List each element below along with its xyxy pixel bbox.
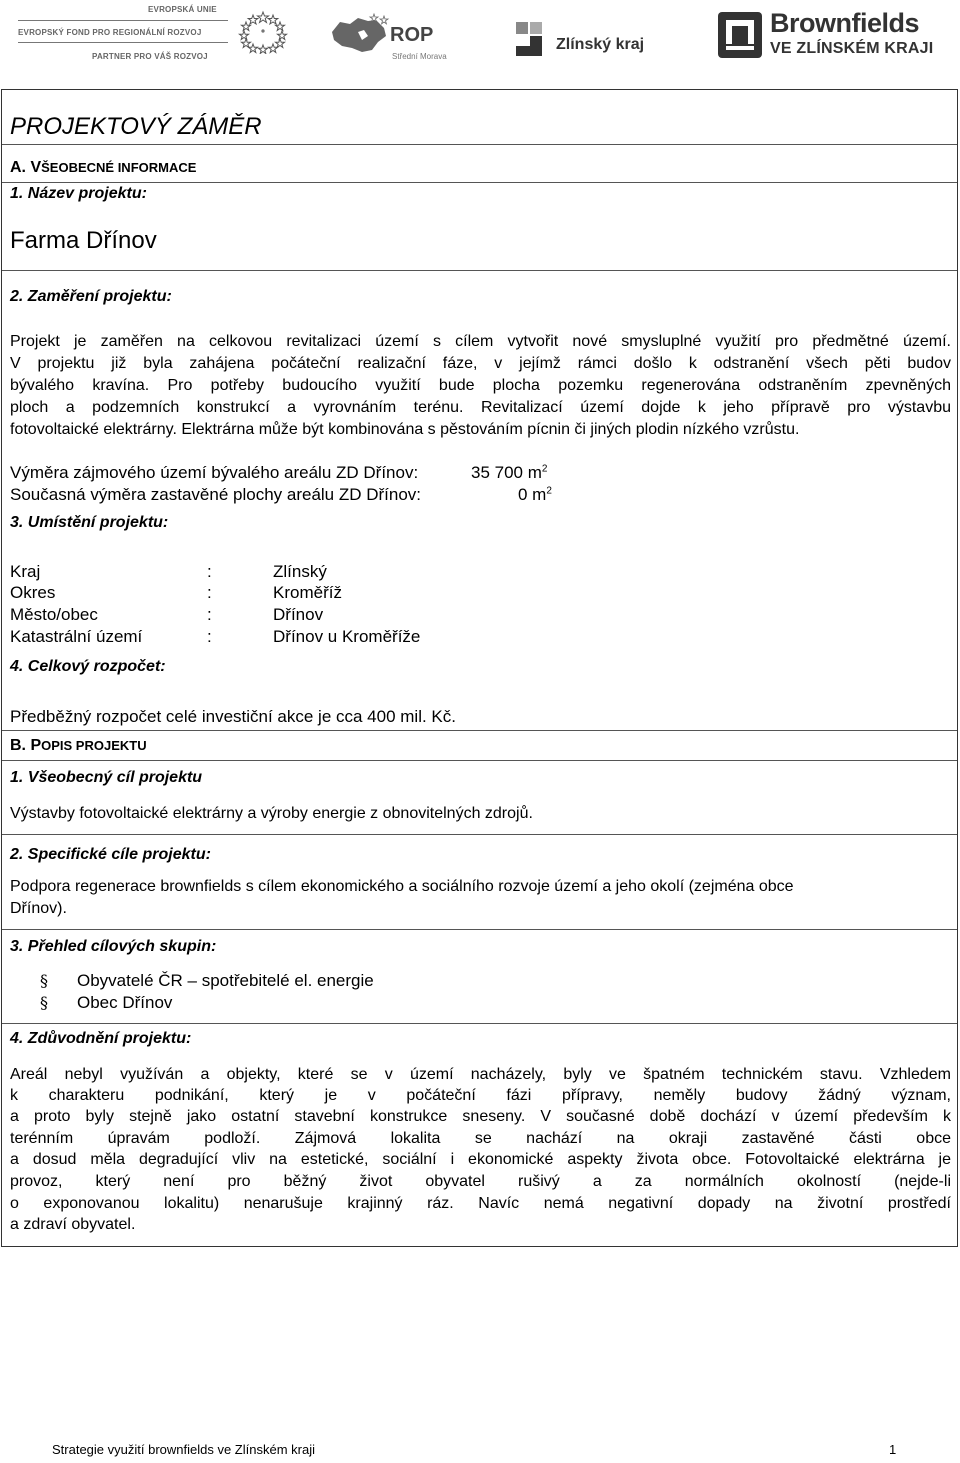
focus-line-5: fotovoltaické elektrárny. Elektrárna může být kombinována s pěstováním pícnin či jiných plodin nízkého vzrůstu. [10,421,800,438]
project-focus-label: 2. Zaměření projektu: [10,288,172,305]
rop-subtitle: Střední Morava [392,52,447,61]
section-bullet-icon [40,972,50,990]
area-total-value: 35 700 $m^2$ [471,463,548,482]
brownfields-subtitle: VE ZLÍNSKÉM KRAJI [770,40,934,57]
project-name-label: 1. Název projektu: [10,185,147,202]
justification-line-7: o exponovanou lokalitu) nenarušuje krajinný ráz. Navíc nemá negativní dopady na životní prostředí [10,1195,951,1212]
focus-line-1: Projekt je zaměřen na celkovou revitalizaci území s cílem vytvořit nové smysluplné využití pro předmětné území. [10,333,951,350]
rop-logo [328,8,470,64]
justification-line-8: a zdraví obyvatel. [10,1216,136,1233]
svg-text:§: § [40,972,48,990]
justification-line-2: k charakteru podnikání, který je v počáteční fázi přípravy, neměly budovy žádný význam, [10,1087,951,1104]
area-total-label: Výměra zájmového území bývalého areálu ZD Dřínov: [10,463,419,482]
rop-title: ROP [390,24,434,46]
focus-line-3: bývalého kravína. Pro potřeby budoucího využití bude plocha pozemku regenerována odstraněním zpevněných [10,377,951,394]
justification-line-4: terénním úpravám podloží. Zájmová lokalita se nachází na okraji zastavěné části obce [10,1130,951,1147]
brownfields-logo [716,8,952,64]
section-b-heading: B. POPIS PROJEKTU [10,737,147,754]
justification-line-6: provoz, který není pro běžný život obyvatel rušivý a za normálních okolností (nejde-li [10,1173,951,1190]
eu-stars-icon [232,8,294,54]
justification-line-3: a proto byly stejně jako ostatní stavební konstrukce sneseny. V současné době dochází v území především k [10,1108,951,1125]
zlinsky-kraj-logo [514,18,674,62]
document-title: PROJEKTOVÝ ZÁMĚR [10,113,262,140]
eu-union-label: EVROPSKÁ UNIE [148,5,217,14]
eu-fund-logo [18,4,228,66]
justification-label: 4. Zdůvodnění projektu: [10,1030,192,1047]
location-label: 3. Umístění projektu: [10,514,169,531]
footer-title: Strategie využití brownfields ve Zlínském kraji [52,1442,315,1457]
svg-text:§: § [40,994,48,1012]
general-goal-text: Výstavby fotovoltaické elektrárny a výroby energie z obnovitelných zdrojů. [10,805,533,822]
page-number: 1 [889,1442,897,1457]
focus-line-2: V projektu již byla zahájena počáteční realizační fáze, v jejímž rámci došlo k odstranění všech pěti budov [10,355,951,372]
section-a-heading: A. VŠEOBECNÉ INFORMACE [10,159,197,176]
target-groups-label: 3. Přehled cílových skupin: [10,938,217,955]
area-built-value: 0 $m^2$ [518,485,552,504]
focus-line-4: ploch a podzemních konstrukcí a vyrovnáním terénu. Revitalizací území dojde k jeho přípravě pro výstavbu [10,399,951,416]
budget-label: 4. Celkový rozpočet: [10,658,166,675]
header-logos [0,0,960,80]
brownfields-icon [716,10,764,60]
specific-goals-line-1: Podpora regenerace brownfields s cílem ekonomického a sociálního rozvoje území a jeho okolí (zejména obce [10,878,794,895]
brownfields-title: Brownfields [770,8,920,38]
section-bullet-icon [40,994,50,1012]
budget-text: Předběžný rozpočet celé investiční akce je cca 400 mil. Kč. [10,707,456,726]
czech-map-icon [328,12,390,58]
project-name: Farma Dřínov [10,227,157,254]
specific-goals-label: 2. Specifické cíle projektu: [10,846,211,863]
project-form: PROJEKTOVÝ ZÁMĚR A. VŠEOBECNÉ INFORMACE 1. Název projektu: Farma Dřínov 2. Zaměření projektu: Projekt je zaměřen na celkovou revitalizaci území s cílem vytvořit nové smysluplné využití pro předmětné území. V projektu již byla zahájena počáteční realizační fáze, v jejímž rámci došlo k odstranění všech pěti budov bývalého kravína. Pro potřeby budoucího využití bude plocha pozemku regenerována odstraněním zpevněných ploch a podzemních konstrukcí a vyrovnáním terénu. Revitalizací území dojde k jeho přípravě pro výstavbu fotovoltaické elektrárny. Elektrárna může být kombinována s pěstováním pícnin či jiných plodin nízkého vzrůstu. Výměra zájmového území bývalého areálu ZD Dřínov: 35 700 $m^2$ Současná výměra zastavěné plochy areálu ZD Dřínov: 0 $m^2$ 3. Umístění projektu: Kraj : Zlínský Okres : Kroměříž Město/obec : Dřínov Katastrální území : Dřínov u Kroměříže 4. Celkový rozpočet: Předběžný rozpočet celé investiční akce je cca 400 mil. Kč. B. POPIS PROJEKTU 1. Všeobecný cíl projektu Výstavby fotovoltaické elektrárny a výroby energie z obnovitelných zdrojů. 2. Specifické cíle projektu: Podpora regenerace brownfields s cílem ekonomického a sociálního rozvoje území a jeho okolí (zejména obce Dřínov). 3. Přehled cílových skupin: § Obyvatelé ČR – spotřebitelé el. energie § Obec Dřínov 4. Zdůvodnění projektu: Areál nebyl využíván a objekty, které se v území nacházely, byly ve špatném technickém stavu. Vzhledem k charakteru podnikání, který je v počáteční fázi přípravy, neměly budovy žádný význam, a proto byly stejně jako ostatní stavební konstrukce sneseny. V současné době dochází v území především k terénním úpravám podloží. Zájmová lokalita se nachází na okraji zastavěné části obce a dosud měla degradující vliv na estetické, sociální i ekonomické aspekty života obce. Fotovoltaické elektrárna je provoz, který není pro běžný život obyvatel rušivý a za normálních okolností (nejde-li o exponovanou lokalitu) nenarušuje krajinný ráz. Navíc nemá negativní dopady na životní prostředí a zdraví obyvatel. [1,89,958,1247]
justification-line-1: Areál nebyl využíván a objekty, které se v území nacházely, byly ve špatném technickém stavu. Vzhledem [10,1066,951,1083]
general-goal-label: 1. Všeobecný cíl projektu [10,769,203,786]
eu-partner-label: PARTNER PRO VÁŠ ROZVOJ [92,52,208,61]
specific-goals-line-2: Dřínov). [10,900,67,917]
zlinsky-kraj-icon [514,18,554,58]
justification-line-5: a dosud měla degradující vliv na estetické, sociální i ekonomické aspekty života obce. Fotovoltaické elektrárna je [10,1151,951,1168]
eu-fund-label: EVROPSKÝ FOND PRO REGIONÁLNÍ ROZVOJ [18,28,202,37]
zlinsky-kraj-title: Zlínský kraj [556,36,645,53]
area-built-label: Současná výměra zastavěné plochy areálu ZD Dřínov: [10,485,422,504]
